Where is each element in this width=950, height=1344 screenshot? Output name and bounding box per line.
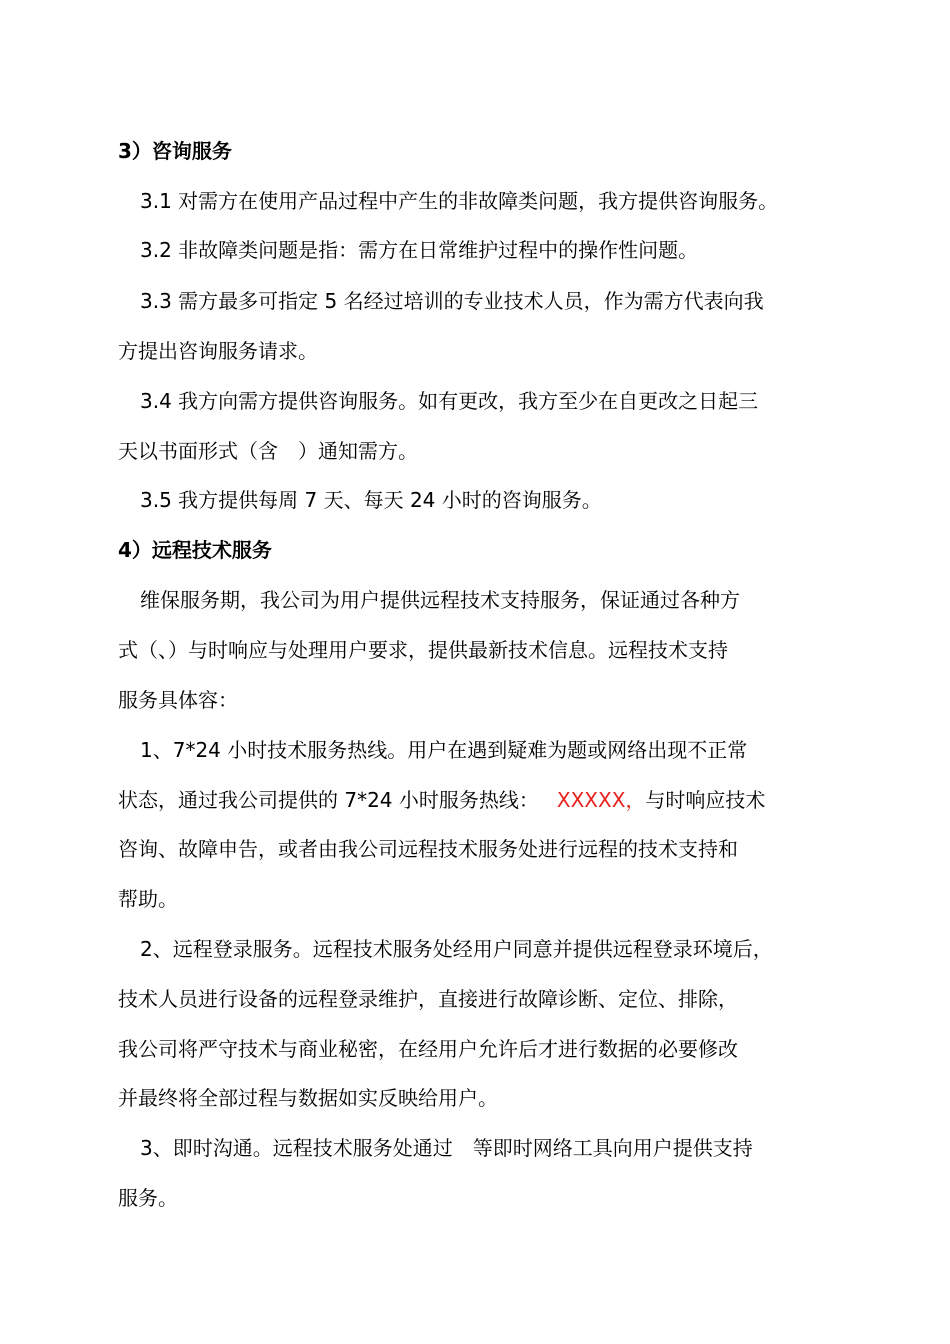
- section-heading-consulting: 3）咨询服务: [118, 139, 232, 163]
- paragraph-line-hotline: [118, 786, 838, 814]
- paragraph-line: 天以书面形式（含 ）通知需方。: [118, 439, 418, 463]
- paragraph-line: 帮助。: [118, 887, 178, 911]
- paragraph-line: 3.4 我方向需方提供咨询服务。如有更改，我方至少在自更改之日起三: [140, 389, 759, 413]
- paragraph-line: 3.1 对需方在使用产品过程中产生的非故障类问题，我方提供咨询服务。: [140, 189, 779, 213]
- paragraph-line: 3.3 需方最多可指定 5 名经过培训的专业技术人员，作为需方代表向我: [140, 289, 764, 313]
- hotline-text: 状态，通过我公司提供的 7*24 小时服务热线：: [118, 788, 539, 812]
- paragraph-line: 方提出咨询服务请求。: [118, 339, 318, 363]
- paragraph-line: 式（、）与时响应与处理用户要求，提供最新技术信息。远程技术支持: [118, 638, 728, 662]
- paragraph-line: 1、7*24 小时技术服务热线。用户在遇到疑难为题或网络出现不正常: [140, 738, 748, 762]
- paragraph-line: 咨询、故障申告，或者由我公司远程技术服务处进行远程的技术支持和: [118, 837, 738, 861]
- section-heading-remote-support: 4）远程技术服务: [118, 538, 272, 562]
- hotline-text-tail: 与时响应技术: [645, 788, 766, 812]
- paragraph-line: 2、远程登录服务。远程技术服务处经用户同意并提供远程登录环境后，: [140, 937, 773, 961]
- hotline-number: XXXXX，: [556, 788, 646, 812]
- paragraph-line: 维保服务期，我公司为用户提供远程技术支持服务，保证通过各种方: [140, 588, 740, 612]
- paragraph-line: 3.5 我方提供每周 7 天、每天 24 小时的咨询服务。: [140, 488, 602, 512]
- paragraph-line: 我公司将严守技术与商业秘密，在经用户允许后才进行数据的必要修改: [118, 1037, 738, 1061]
- paragraph-line: 并最终将全部过程与数据如实反映给用户。: [118, 1086, 498, 1110]
- paragraph-line: 服务。: [118, 1186, 178, 1210]
- paragraph-line: 技术人员进行设备的远程登录维护，直接进行故障诊断、定位、排除，: [118, 987, 738, 1011]
- paragraph-line: 3、即时沟通。远程技术服务处通过 等即时网络工具向用户提供支持: [140, 1136, 753, 1160]
- paragraph-line: 服务具体容：: [118, 688, 238, 712]
- paragraph-line: 3.2 非故障类问题是指：需方在日常维护过程中的操作性问题。: [140, 238, 699, 262]
